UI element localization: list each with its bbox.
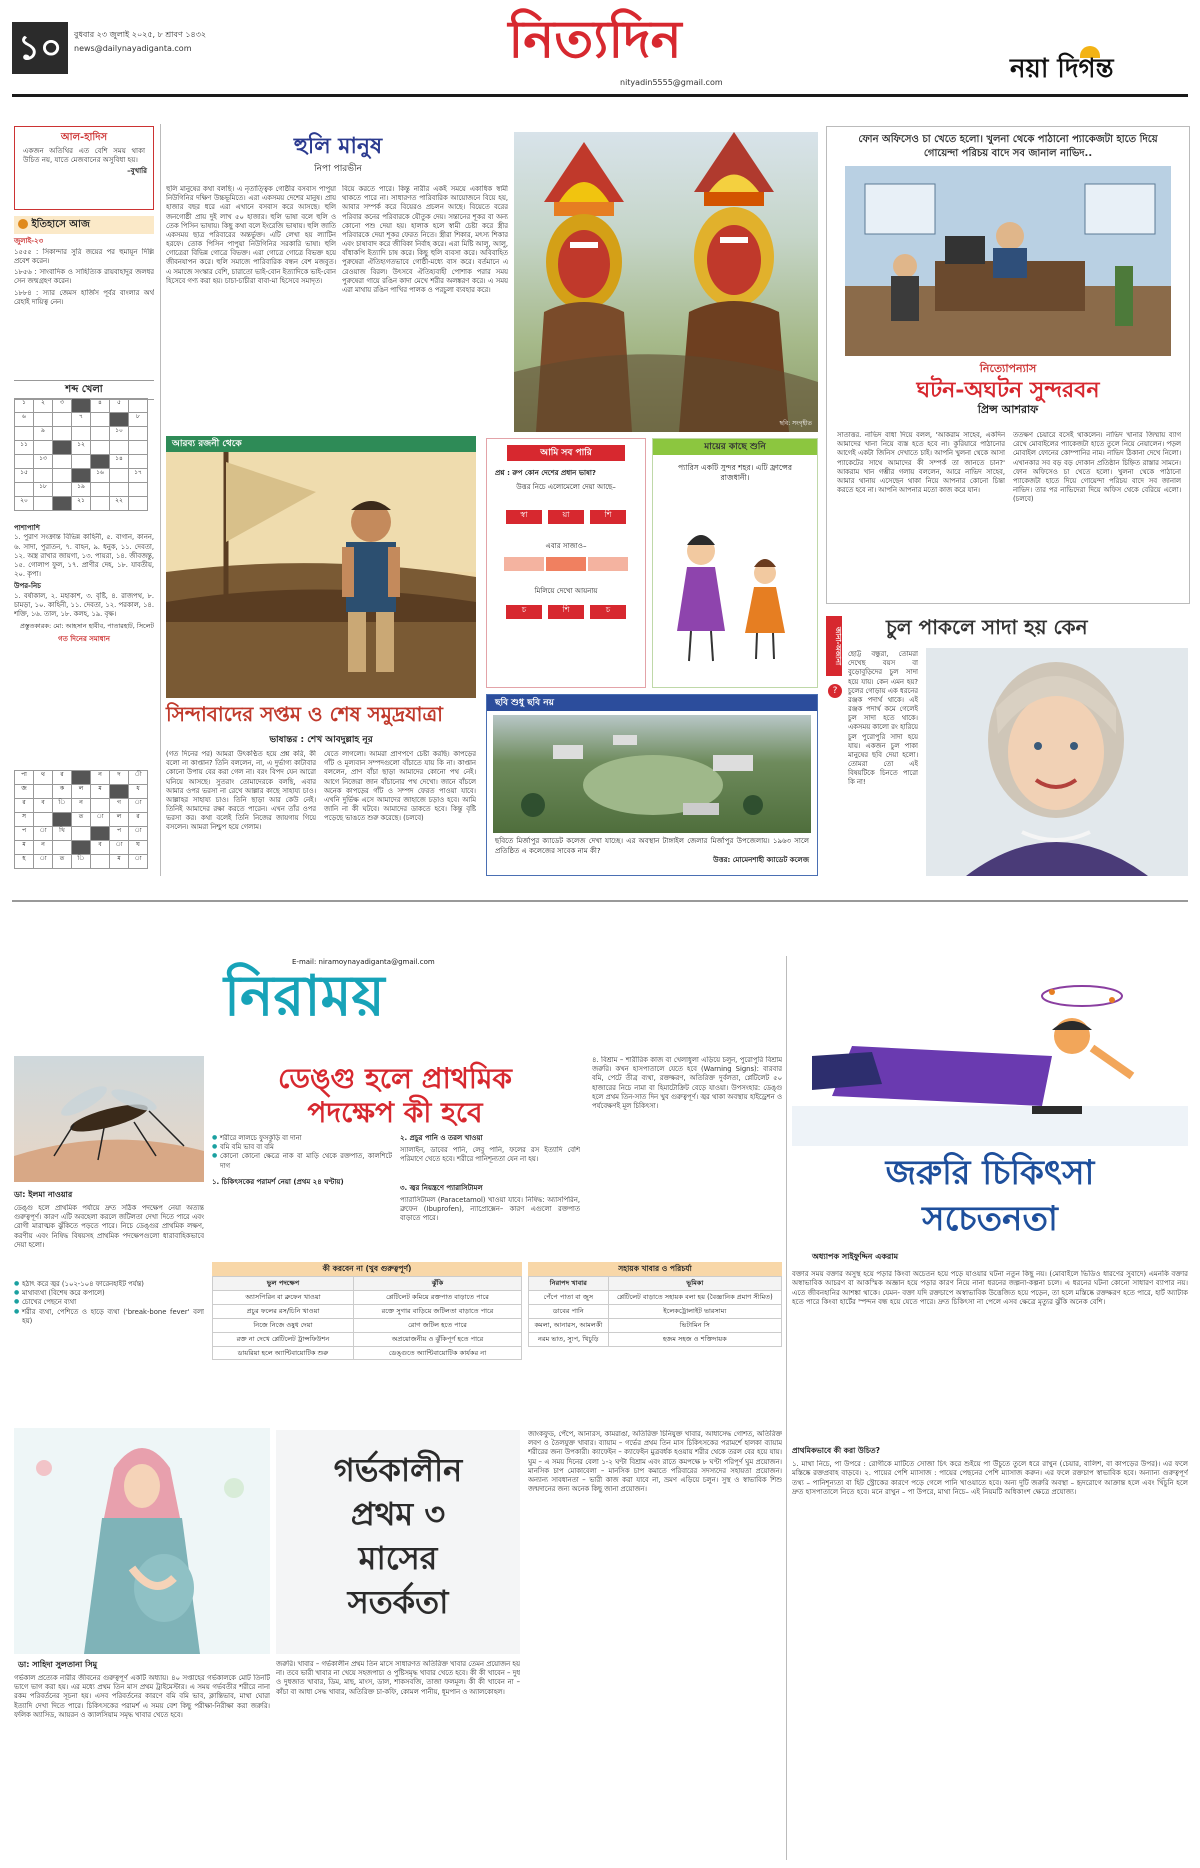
step-2-title: ২. প্রচুর পানি ও তরল খাওয়া	[400, 1134, 483, 1142]
dengue-signs	[212, 1134, 392, 1171]
emergency-title-line-1: জরুরি চিকিৎসা	[885, 1153, 1095, 1193]
table-row: নরম ভাত, স্যুপ, খিচুড়ি হজম সহজ ও শক্তিদায়ক	[529, 1332, 782, 1346]
first-aid-body: ১. মাথা নিচে, পা উপরে : রোগীকে মাটিতে সোজা চিৎ করে শুইয়ে পা উঁচুতে তুলে ধরে রাখুন (চেয়ার, বালিশ, বা কাপড়ের উপর)। এর ফলে মস্তিষ্কে রক্তপ্রবাহ বাড়বে। ২. পায়ের পেশি ম্যাসাজ : পায়ের পেছনের পেশি ম্যাসাজ করুন। এর ফলে রক্তচাপ স্বাভাবিক হবে। অন্যান্য গুরুত্বপূর্ণ তথ্য – পানিশূন্যতা বা হিট স্ট্রোকের কারণে পড়ে গেলে পানি খাওয়াতে হবে। অন্য দুটি জরুরি অবস্থা – হৃদরোগে আক্রান্ত হলে এবং খিঁচুনি হলে দ্রুত হাসপাতালে নিতে হবে। মনে রাখুন – পা উপরে, মাথা নিচে– এই নিয়মটি অধিকাংশ ক্ষেত্রে প্রযোজ্য।	[792, 1460, 1188, 1497]
hadith-box	[14, 126, 154, 210]
puzzle-header	[14, 380, 154, 400]
emergency-body: বক্তার সময় বক্তার অসুস্থ হয়ে পড়ার কিংবা অচেতন হয়ে পড়ে যাওয়ার ঘটনা নতুন কিছু নয়। (মোবাইলে ভিডিও ধারণের সুবাদে) এমনকি বক্তার অস্বাভাবিক আচরণ বা আকস্মিক অজ্ঞান হয়ে পড়ার কারণ নিয়ে নানা ধরনের জল্পনা-কল্পনা চলে। এ ধরনের ঘটনা কোনো সাধারণ ব্যাপার নয়। এতে জীবনহানির আশঙ্কা থাকে। যেমন- বক্তা যদি রক্তচাপে অস্বাভাবিক উত্তেজিত হয়ে পড়েন, তা হলে মস্তিষ্কে রক্তক্ষরণ হতে পারে, হার্ট অ্যাটাক হতে পারে কিংবা হার্টের স্পন্দন বন্ধ হয়ে যেতে পারে। দ্রুত চিকিৎসা না পেলে এসব ক্ষেত্রে মৃত্যুর ঝুঁকি অনেক বেশি।	[792, 1270, 1188, 1307]
fainting-man-illustration	[792, 956, 1188, 1146]
sign-item: ● কোনো কোনো ক্ষেত্রে নাক বা মাড়ি থেকে রক্তপাত, কালশিটে দাগ	[212, 1152, 392, 1170]
letter-tile: চ	[590, 605, 626, 619]
chobi-caption: ছবিতে মির্জাপুর ক্যাডেট কলেজ দেখা যাচ্ছে। এর অবস্থান টাঙ্গাইল জেলার মির্জাপুর উপজেলায়। ১৯৬৩ সালে প্রতিষ্ঠিত এ কলেজের সাবেক নাম কী?	[495, 837, 809, 855]
hadith-title: আল-হাদিস	[60, 132, 108, 143]
question-icon: ?	[828, 684, 842, 698]
ami-sob-pari-box	[486, 438, 646, 688]
step-3-text: প্যারাসিটামল (Paracetamol) খাওয়া যাবে। নিষিদ্ধ: অ্যাসপিরিন, ব্রুফেন (Ibuprofen), ন্যাপ্রোক্সেন– কারণ এগুলো রক্তপাত বাড়াতে পারে।	[400, 1196, 580, 1223]
page-number: ১০	[17, 28, 63, 68]
chobi-answer: উত্তর: মোমেনশাহী ক্যাডেট কলেজ	[713, 856, 809, 865]
arabian-body: (গত দিনের পর) আমরা উৎকণ্ঠিত হয়ে প্রশ্ন করি, কী বলো না কাপ্তান? তিনি বললেন, না, এ দুর্ভাগ্য কাটাবার কোনো উপায় বের করা গেল না। বরং বিপদ যেন আরো ঘনিয়ে আসছে। সুতরাং তোমাদেরকে বলছি, এবার আমার ওপর ভরসা না রেখে আল্লার কাছে সাহায্য চাও। আল্লাহর সাহায্য চাও। তিনি ছাড়া আর কেউ নেই। তিনিই আমাদের রক্ষা করতে পারেন। এখন তাঁর ওপর ভরসা কর। কথা বলেই তিনি নিজের জায়গায় গিয়ে বসলেন। আমরা নিশ্চুপ হয়ে গেলাম।	[166, 750, 316, 832]
step-2-text: স্যালাইন, ডাবের পানি, লেবু পানি, ফলের রস ইত্যাদি বেশি পরিমাণে খেতে হবে। শরীরে পানিশূন্যতা যেন না হয়।	[400, 1146, 580, 1164]
emergency-illustration	[792, 956, 1188, 1146]
table-row: প্রচুর ফলের রস/চিনি খাওয়া রক্তে সুগার বাড়িয়ে জটিলতা বাড়াতে পারে	[213, 1304, 522, 1318]
table-header: ঝুঁকি	[354, 1277, 522, 1291]
chobi-box	[486, 694, 818, 876]
huli-photo-caption: ছবি: সংগৃহীত	[779, 419, 812, 427]
mirror-row	[487, 605, 645, 619]
aerial-photo	[493, 715, 811, 833]
woman-photo	[926, 648, 1188, 876]
huli-men-illustration	[514, 132, 818, 432]
table-row: রক্ত না দেখে প্লেটিলেট ট্রান্সফিউশন অপ্রয়োজনীয় ও ঝুঁকিপূর্ণ হতে পারে	[213, 1332, 522, 1346]
history-item: ১৫৫৫ : সিকান্দার সুরি জয়ের পর হুমায়ূন দিল্লি প্রবেশ করেন।	[14, 247, 154, 266]
symptom-item: ● শরীর ব্যথা, পেশিতে ও হাড়ে ব্যথা ('break-bone fever' বলা হয়)	[14, 1308, 204, 1326]
mirror-hint: মিলিয়ে দেখো আয়নায়	[534, 587, 598, 596]
dont-do-table	[212, 1262, 522, 1360]
section-title: নিত্যদিন	[508, 9, 682, 70]
pregnancy-title-line: মাসের	[358, 1539, 438, 1577]
two-girls-illustration	[653, 511, 819, 681]
arabian-translator: ভাষান্তর : শেখ আবদুল্লাহ নূর	[269, 735, 373, 745]
ami-sob-pari-title: আমি সব পারি	[507, 445, 625, 461]
hadith-source: –বুখারি	[127, 167, 147, 176]
hint-text: উত্তর নিচে এলোমেলো দেয়া আছে–	[516, 482, 616, 491]
pregnancy-title-line: প্রথম ৩	[350, 1495, 446, 1533]
huli-body: হুলি মানুষের কথা বলছি। এ নৃতাত্ত্বিক গোষ্ঠীর বসবাস পাপুয়া নিউগিনির দক্ষিণ উচ্চভূমিতে। এরা একসময় দেশের মানুষ। প্রায় হাজার বছর ধরে এরা এখানে বসবাস করে আসছে। হুলি জনগোষ্ঠী প্রায় দুই লাখ ৫০ হাজার। হুলি ভাষা বলে হুলি ও তেক পিসিন ভাষায়। কিছু কথা বলে ইংরেজি ভাষায়। হুলি জাতি একসময় ছাত্র পরিবারের অন্তর্ভুক্ত। এটি লেখা হয় ল্যাটিন হরফে। তোক পিসিন পাপুয়া নিউগিনির সরকারি ভাষা। হুলি গোত্রেরা বিভিন্ন গোত্রে বিভক্ত। এরা গোত্রে গোত্রে বিভক্ত হয়ে জীবনযাপন করে। হুলি সমাজে পারিবারিক বন্ধন বেশ মজবুত। এ সমাজে সংস্কার বেশি, চারাতো ভাই-বোন ইত্যাদিকে ভাই-বোন হিসেবে গণ্য করা হয়। চাচা-চাচীরা বাবা-মা হিসেবে সমাদৃত।	[166, 185, 336, 285]
arrange-hint: এবার সাজাও–	[545, 542, 587, 551]
emergency-title	[792, 1150, 1188, 1242]
history-item: ১৮৮৪ : স্যার জেমস হার্জিস পূর্বর বাংলার অর্থ রেহাই দায়িত্ব নেন।	[14, 288, 154, 306]
table-header: নিরাপদ খাবার	[529, 1277, 609, 1291]
mayer-kache-box	[652, 438, 818, 688]
pregnancy-title-box	[276, 1430, 520, 1654]
pregnancy-author: ডা: সাহিদা সুলতানা সিমু	[18, 1660, 98, 1669]
novel-author: প্রিন্স আশরাফ	[977, 402, 1039, 416]
ship-sailor-illustration	[166, 452, 476, 698]
step-1-title: ১. চিকিৎসকের পরামর্শ নেয়া (প্রথম ২৪ ঘণ্টায়)	[212, 1178, 344, 1186]
pregnancy-title-line: গর্ভকালীন	[333, 1451, 463, 1489]
mosquito-illustration	[14, 1056, 204, 1182]
puzzle-author: প্রস্তুতকারক: মো: আহসান হাবীব, পাতারহাট, সিলেট	[19, 622, 154, 631]
down-title: উপর-নিচ	[14, 582, 41, 591]
dengue-intro: ডেঙ্গু হলে প্রাথমিক পর্যায়ে দ্রুত সঠিক পদক্ষেপ নেয়া অত্যন্ত গুরুত্বপূর্ণ। কারণ এটি অবহেলা করলে জটিলতা দেখা দিতে পারে এবং রোগী মারাত্মক ঝুঁকিতে পড়তে পারে। নিচে ডেঙ্গুর প্রাথমিক লক্ষণ, করণীয় এবং নিষিদ্ধ বিষয়সহ প্রাথমিক পদক্ষেপগুলো ধারাবাহিকভাবে দেয়া হলো।	[14, 1204, 204, 1249]
huli-author: নিপা পারভীন	[314, 164, 362, 174]
symptom-item: ● মাথাব্যথা (বিশেষ করে কপালে)	[14, 1289, 204, 1298]
history-item: ১৮৫৬ : সাংবাদিক ও সাহিত্যিক রায়বাহাদুর জলধর সেন জন্মগ্রহণ করেন।	[14, 268, 154, 286]
paper-logo	[1010, 44, 1190, 84]
office-scene-illustration	[845, 166, 1171, 356]
across-title: পাশাপাশি	[14, 524, 40, 532]
mayer-kache-title: মায়ের কাছে শুনি	[653, 439, 817, 455]
table-header: ভুল পদক্ষেপ	[213, 1277, 354, 1291]
dont-do-table-title: কী করবেন না (খুব গুরুত্বপূর্ণ)	[212, 1262, 522, 1276]
pregnancy-body-2: জরুরি। খাবার – গর্ভকালীন প্রথম তিন মাসে সাধারণত অতিরিক্ত খাবার তেমন প্রয়োজন হয় না। তবে ভারী খাবার না খেয়ে সহজপাচ্য ও পুষ্টিসমৃদ্ধ খাবার খেতে হবে। কী কী খাবেন – দুধ ও দুধজাত খাবার, ডিম, মাছ, মাংস, ডাল, শাকসবজি, তাজা ফলমূল। কী কী খাবেন না – কাঁচা বা আধা সেদ্ধ খাবার, অতিরিক্ত চা-কফি, কোমল পানীয়, ধূমপান ও অ্যালকোহল।	[276, 1660, 520, 1696]
history-icon	[18, 219, 28, 229]
arabian-title: সিন্দাবাদের সপ্তম ও শেষ সমুদ্রযাত্রা	[166, 702, 443, 726]
dengue-title-line-2: পদক্ষেপ কী হবে	[307, 1096, 483, 1129]
dengue-author: ডা: ইলমা নাওয়ার	[14, 1190, 73, 1199]
why-title: চুল পাকলে সাদা হয় কেন	[886, 615, 1088, 639]
table-row: পেঁপে পাতা বা জুস প্লেটিলেট বাড়াতে সহায়ক বলা হয় (বৈজ্ঞানিক প্রমাণ সীমিত)	[529, 1291, 782, 1305]
novel-illustration	[845, 166, 1171, 356]
pregnancy-body: গর্ভকাল প্রত্যেক নারীর জীবনের গুরুত্বপূর্ণ একটি অধ্যায়। ৪০ সপ্তাহের গর্ভকালকে মোট তিনটি ভাগে ভাগ করা হয়। এর মধ্যে প্রথম তিন মাস প্রথম ট্রাইমেস্টার। এ সময় গর্ভবতীর শরীরে নানা রকম পরিবর্তনের সূচনা হয়। এসব পরিবর্তনের কারণে বমি বমি ভাব, ক্লান্তিভাব, মাথা ঘোরা ইত্যাদি দেখা দিতে পারে। চিকিৎসকের পরামর্শ এ সময় বেশ কিছু পরীক্ষা-নিরীক্ষা করা জরুরি। ফলিক অ্যাসিড, আয়রন ও ক্যালসিয়াম সমৃদ্ধ খাবার খেতে হবে।	[14, 1674, 270, 1719]
history-title: ইতিহাসে আজ	[31, 219, 90, 230]
dengue-col3: ৪. বিশ্রাম – শারীরিক কাজ বা খেলাধুলা এড়িয়ে চলুন, পুরোপুরি বিশ্রাম জরুরি। কখন হাসপাতালে যেতে হবে (Warning Signs): বারবার বমি, পেটে তীব্র ব্যথা, রক্তক্ষরণ, অতিরিক্ত দুর্বলতা, প্লেটিলেট ৫০ হাজারের নিচে নামা বা হিমাটোক্রিট বেড়ে যাওয়া। উপসংহার: ডেঙ্গু হলে প্রথম তিন-সাত দিন খুব গুরুত্বপূর্ণ। জ্বর থাকা অবস্থায় হাইড্রেশন ও পর্যবেক্ষণই মূল চিকিৎসা।	[592, 1056, 782, 1110]
novel-intro: ফোন অফিসেও চা খেতে হলো। খুলনা থেকে পাঠানো প্যাকেজটা হাতে দিয়ে গোয়েন্দা পরিচয় বাদে সব জানাল নাভিদ..	[858, 134, 1158, 159]
first-aid-title: প্রাথমিকভাবে কী করা উচিত?	[792, 1446, 880, 1455]
down-text: ১. বর্ষাকাল, ২. মহাকাশ, ৩. বৃষ্টি, ৪. রাজপথ, ৮. চামড়া, ১০. কাহিনী, ১১. দেবতা, ১২. পরকাল, ১৪. শক্তি, ১৬. তাল, ১৮. কলহ, ১৯. বৃক্ষ।	[14, 591, 154, 619]
solution-grid: পা থ র ন দ ী জ ক ল ম ধ র ব ি ন গ া স ত া ল র প া খি প া ম ন ব া ঘ হ া ত ি ম া	[14, 770, 148, 869]
table-row: অ্যাসপিরিন বা ব্রুফেন খাওয়া প্লেটিলেট কমিয়ে রক্তপাত বাড়াতে পারে	[213, 1291, 522, 1305]
pregnant-woman-illustration	[14, 1428, 270, 1654]
novel-body-2: ততক্ষণ চেয়ারে বসেই থাকলেন। নাভিদ খানার জিম্মায় ব্যাগ রেখে মোবাইলের প্যাকেজটা হাতে তুলে নিয়ে নেয়ালেন। পড়ল মোবাইল ফোনের কোম্পানির নাম। নাভিদ ঠিকানা দেখে নিলো। এখানকার সব বড় বড় দোকান প্রতিষ্ঠান চিহ্নিত রাস্তার সামনে। ফোন অফিসেও চা খেতে হলো। খুলনা থেকে পাঠানো প্যাকেজটা হাতে দিয়ে গোয়েন্দা পরিচয় বাদে সব জানাল নাভিদ। তার পর নাভিদেরা দিয়ে অফিস থেকে বেরিয়ে এলো। (চলবে)	[1013, 431, 1181, 504]
history-box	[14, 216, 154, 371]
across-text: ১. পুরাণ সংক্রান্ত বিভিন্ন কাহিনী, ৫. বাগান, কানন, ৬. সাদা, পুরাতন, ৭. বাহন, ৯. ধনুক, ১১. দেবতা, ১২. অস্ত্র রাখার জায়গা, ১৩. পায়রা, ১৪. জীবজন্তু, ১৫. গোলাপ ফুল, ১৭. প্রাণীর দেহ, ১৮. যাবতীয়, ২০. কৃপা।	[14, 533, 154, 579]
arabian-body-2: যেতে লাগলো। আমরা প্রাণপণে চেষ্টা করছি। কাপড়ের গাঁট ও মূল্যবান সম্পদগুলো বাঁচাতে যায় কি না। কাপ্তান বললেন, প্রাণ বাঁচা ছাড়া আমাদের কোনো পথ নেই। আগে নিজেরা জান বাঁচানোর পথ দেখো। জানে বাঁচলে অনেক কাপড়ের গাঁট ও সম্পদ ফেরত পাওয়া যাবে। এখনি দুর্ভিক্ষ এসে আমাদের জাহাজে চড়াও হবে। আমি জানি না কী ঘটবে। আমাদের ডাকতে হবে। কিন্তু বৃষ্টি পড়েছে ভাঙতে শুরু করেছে। (চলবে)	[324, 750, 476, 823]
novel-body: সাতাত্তর. নাভিদ বাধা দিয়ে বলল, 'আকরাম সাহেব, একদিন আমাদের খানা নিয়ে ব্যস্ত হতে হবে না। কুরিয়ারে পাঠানোর আগেই একটা জিনিস দেখাতে চাই। আপনি খুলনা থেকে আসা প্যাকেটের সাথে আমাদের কী সম্পর্ক তা জানতে চান?' আকরাম খান গম্ভীর গলায় বললেন, আরে নাভিদ সাহেব, আমার থানায় এসেছেন থাকা নিয়ে আপনার কোনো চিন্তা করতে হবে না। আপনি আপনার মতো কাজ করে যান।	[837, 431, 1005, 495]
sign-item: ● বমি বমি ভাব বা বমি	[212, 1143, 392, 1152]
crossword-grid[interactable]: ১ ২ ৩ ৪ ৫ ৬ ৭ ৮ ৯ ১০ ১১ ১২ ১৩ ১৪ ১৫ ১৬ ১৭ ১৮ ১৯ ২০ ২১ ২২	[14, 398, 148, 511]
letter-tile: স্বা	[506, 510, 542, 524]
table-row: ডায়রিয়া হলে অ্যান্টিবায়োটিক শুরু ডেঙ্গুতে অ্যান্টিবায়োটিক কার্যকর না	[213, 1346, 522, 1360]
huli-body-2: বিয়ে করতে পারে। কিন্তু নারীর একই সময়ে একাধিক স্বামী থাকতে পারে না। সাধারণত পারিবারিক আয়োজনে বিয়ে হয়, আবার সম্পর্ক করে বিয়েরও প্রচলন আছে। বিয়েতে বরের পরিবার কনের পরিবারকে যৌতুক দেয়। সন্তানের শূকর বা অন্য কোনো পশু দেয়া হয়। হালাক হলে স্বামী চেষ্টা করে স্ত্রীর পরিবারকে দেয়া শূকর ফেরত নিতে। স্ত্রীরা শিকার, মৎস্য শিকার এবং চাষাবাদ করে জীবিকা নির্বাহ করে। এরা মিষ্টি আলু, আলু, বাঁধাকপি ইত্যাদি চাষ করে। কিছু হুলি ব্যবসা করে। অবিবাহিত পুরুষেরা ঐতিহ্যগতভাবে গোষ্ঠী-মধ্যে বাস করে। বর্তমানে এ রেওয়াজ বিরল। উৎসবে ঐতিহ্যবাহী পোশাক পরার সময় পুরুষেরা গায়ে রঙিন কাদা মেখে শরীর অলঙ্করণ করে। এ সময় এরা মাথায় রঙিন পাখির পালক ও পরচুলা ব্যবহার করে।	[342, 185, 508, 294]
novel-box	[826, 126, 1190, 604]
sinbad-illustration	[166, 452, 476, 698]
huli-photo	[514, 132, 818, 432]
mosquito-photo	[14, 1056, 204, 1182]
letter-tile: য়া	[548, 510, 584, 524]
hadith-text: একজন অতিথির এত বেশি সময় থাকা উচিত নয়, যাতে মেজবানের অসুবিধা হয়।	[23, 146, 145, 164]
email-link[interactable]: news@dailynayadiganta.com	[74, 43, 192, 53]
table-row: নিজে নিজে ওষুধ দেয়া রোগ জটিল হতে পারে	[213, 1318, 522, 1332]
pregnancy-title-line: সতর্কতা	[347, 1583, 449, 1621]
why-side-label: জানা-অজানা	[826, 616, 842, 676]
helpful-food-table	[528, 1262, 782, 1347]
niramoy-email[interactable]: E-mail: niramoynayadiganta@gmail.com	[292, 958, 435, 966]
mayer-kache-text: প্যারিস একটি সুন্দর শহর। এটি ফ্রান্সের রাজধানী।	[678, 463, 792, 483]
solution-title: গত দিনের সমাধান	[58, 635, 110, 644]
hijab-woman-illustration	[14, 1428, 270, 1654]
arabian-header-label: আরব্য রজনী থেকে	[172, 439, 242, 449]
puzzle-title: শব্দ খেলা	[65, 384, 103, 395]
letter-tile: চ	[506, 605, 542, 619]
letter-tile: শি	[590, 510, 626, 524]
chobi-header: ছবি শুধু ছবি নয়	[487, 695, 817, 711]
emergency-author: অধ্যাপক সাইফুদ্দিন একরাম	[812, 1252, 899, 1261]
table-row: ডাবের পানি ইলেকট্রোলাইট ভারসাম্য	[529, 1304, 782, 1318]
scrambled-row	[487, 510, 645, 524]
emergency-title-line-2: সচেতনতা	[922, 1199, 1058, 1239]
dengue-title-line-1: ডেঙ্গু হলে প্রাথমিক	[278, 1062, 512, 1095]
section-email[interactable]: nityadin5555@gmail.com	[620, 78, 723, 87]
answer-row[interactable]	[487, 557, 645, 571]
step-3-title: ৩. জ্বর নিয়ন্ত্রণে প্যারাসিটামল	[400, 1184, 483, 1192]
dengue-symptoms	[14, 1280, 204, 1326]
novel-title: ঘটন-অঘটন সুন্দরবন	[916, 376, 1100, 403]
symptom-item: ● চোখের পেছনে ব্যথা	[14, 1298, 204, 1307]
niramoy-title: নিরাময়	[224, 963, 385, 1029]
pregnancy-body-3: জাংকফুড, পেঁপে, আনারস, কামরাঙা, অতিরিক্ত চিনিযুক্ত খাবার, আধাসেদ্ধ গোশত, অতিরিক্ত লবণ ও তৈলযুক্ত খাবার। ব্যায়াম – গর্ভের প্রথম তিন মাস চিকিৎসকের পরামর্শে হালকা ব্যায়াম শরীরের জন্য উপকারী। ক্যাফেইন – ক্যাফেইন মুত্রবর্ধক হওয়ায় শরীর থেকে তরল বের হয়ে যায়। ঘুম – এ সময় দিনের বেলা ১-২ ঘণ্টা বিশ্রাম এবং রাতে কমপক্ষে ৮ ঘণ্টা পরিপূর্ণ ঘুম প্রয়োজন। মানসিক চাপ মোকাবেলা – মানসিক চাপ কমাতে পরিবারের সদস্যদের সহায়তা প্রয়োজন। অন্যান্য সাবধানতা – ভারী কাজ করা যাবে না, ভ্রমণ এড়িয়ে চলুন। সুস্থ ও স্বাভাবিক শিশু জন্মদানের জন্য অনেক কিছু জানা প্রয়োজন।	[528, 1430, 782, 1494]
page-number-box	[12, 22, 68, 74]
symptom-item: ● হঠাৎ করে জ্বর (১০২-১০৪ ফারেনহাইট পর্যন্ত)	[14, 1280, 204, 1289]
table-header: ভূমিকা	[608, 1277, 781, 1291]
campus-aerial-illustration	[493, 715, 811, 833]
huli-title: হুলি মানুষ	[293, 133, 383, 159]
sign-item: ● শরীরে লালচে ফুসকুড়ি বা দানা	[212, 1134, 392, 1143]
novel-label: নিত্যোপন্যাস	[979, 362, 1037, 375]
helpful-food-table-title: সহায়ক খাবার ও পরিচর্যা	[528, 1262, 782, 1276]
letter-tile: শি	[548, 605, 584, 619]
history-date: জুলাই-২৩	[14, 236, 44, 245]
table-row: কমলা, আনারস, আমলকী ভিটামিন সি	[529, 1318, 782, 1332]
paper-name: নয়া দিগন্ত	[1010, 54, 1114, 84]
why-box	[826, 614, 1190, 876]
arabian-header	[166, 436, 476, 452]
date-line: বুধবার ২৩ জুলাই ২০২৫, ৮ শ্রাবণ ১৪৩২	[74, 30, 207, 39]
why-body: ছোট্ট বন্ধুরা, তোমরা দেখেছ বয়স বা বুড়োবুড়িদের চুল সাদা হয়ে যায়। কেন এমন হয়? চুলের গোড়ায় এক ধরনের রঞ্জক পদার্থ থাকে। এই রঞ্জক পদার্থ কমে গেলেই চুল সাদা হতে থাকে। একসময় কালো রং হারিয়ে চুল পুরোপুরি সাদা হয়ে যায়। একজন চুল পাকা মানুষের ছবি দেয়া হলো। তোমরা তো এই বিষয়টিকে চিনতে পারো কি না!	[848, 650, 918, 787]
question-text: প্রশ্ন : রুপ কোন দেশের প্রধান ভাষা?	[495, 469, 596, 478]
gray-haired-woman-illustration	[926, 648, 1188, 876]
dengue-title	[210, 1062, 580, 1130]
